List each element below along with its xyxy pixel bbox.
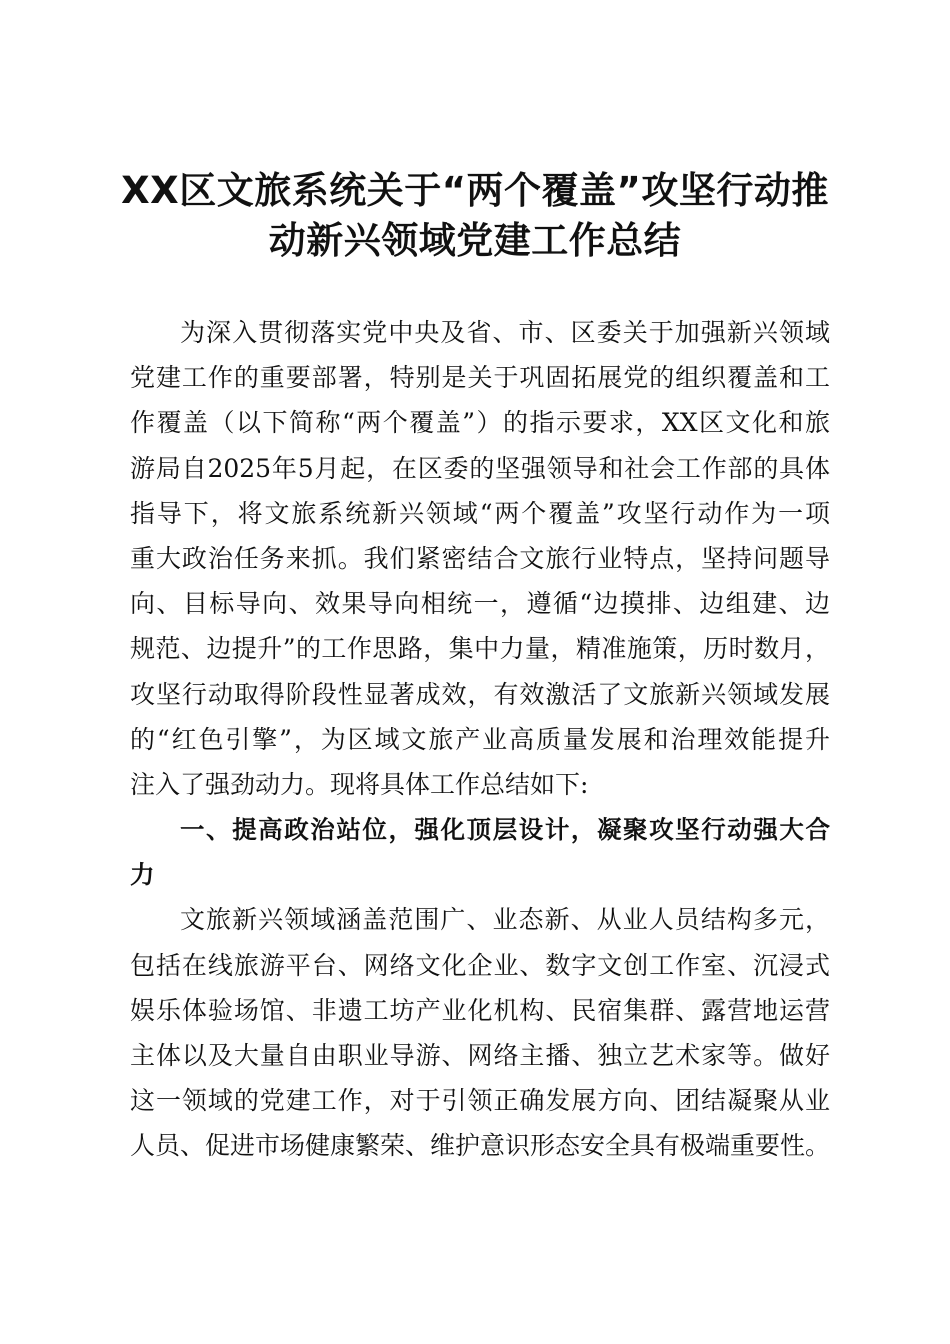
section-heading-1 bbox=[130, 807, 830, 897]
document-title bbox=[100, 166, 850, 266]
paragraph-line: 文旅新兴领域涵盖范围广、业态新、从业人员结构多元， bbox=[180, 905, 830, 935]
section-1-paragraph bbox=[130, 897, 830, 1168]
heading-line: 一、提高政治站位，强化顶层设计，凝聚攻坚行动强大合 bbox=[180, 815, 830, 845]
paragraph-line: 人员、促进市场健康繁荣、维护意识形态安全具有极端重要性。 bbox=[130, 1131, 831, 1161]
intro-paragraph bbox=[130, 310, 830, 807]
paragraph-line: 党建工作的重要部署，特别是关于巩固拓展党的组织覆盖和工 bbox=[130, 363, 830, 393]
paragraph-line: 娱乐体验场馆、非遗工坊产业化机构、民宿集群、露营地运营 bbox=[130, 995, 830, 1025]
paragraph-line: 这一领域的党建工作，对于引领正确发展方向、团结凝聚从业 bbox=[130, 1086, 830, 1116]
heading-line: 力 bbox=[130, 860, 155, 890]
paragraph-line: 规范、边提升”的工作思路，集中力量，精准施策，历时数月， bbox=[130, 634, 830, 664]
paragraph-line: 向、目标导向、效果导向相统一，遵循“边摸排、边组建、边 bbox=[130, 589, 830, 619]
paragraph-line: 为深入贯彻落实党中央及省、市、区委关于加强新兴领域 bbox=[180, 318, 830, 347]
paragraph-line: 作覆盖（以下简称“两个覆盖”）的指示要求，XX区文化和旅 bbox=[130, 408, 830, 438]
paragraph-line: 指导下，将文旅系统新兴领域“两个覆盖”攻坚行动作为一项 bbox=[130, 498, 830, 528]
paragraph-line: 主体以及大量自由职业导游、网络主播、独立艺术家等。做好 bbox=[130, 1041, 830, 1070]
paragraph-line: 注入了强劲动力。现将具体工作总结如下: bbox=[130, 769, 589, 799]
title-line: 动新兴领域党建工作总结 bbox=[268, 219, 682, 262]
title-line: XX区文旅系统关于“两个覆盖”攻坚行动推 bbox=[121, 169, 829, 212]
paragraph-line: 攻坚行动取得阶段性显著成效，有效激活了文旅新兴领域发展 bbox=[130, 679, 830, 709]
paragraph-line: 游局自2025年5月起，在区委的坚强领导和社会工作部的具体 bbox=[130, 453, 830, 483]
paragraph-line: 的“红色引擎”，为区域文旅产业高质量发展和治理效能提升 bbox=[130, 724, 830, 754]
document-body bbox=[130, 310, 830, 1169]
paragraph-line: 重大政治任务来抓。我们紧密结合文旅行业特点，坚持问题导 bbox=[130, 543, 830, 573]
paragraph-line: 包括在线旅游平台、网络文化企业、数字文创工作室、沉浸式 bbox=[130, 950, 830, 980]
